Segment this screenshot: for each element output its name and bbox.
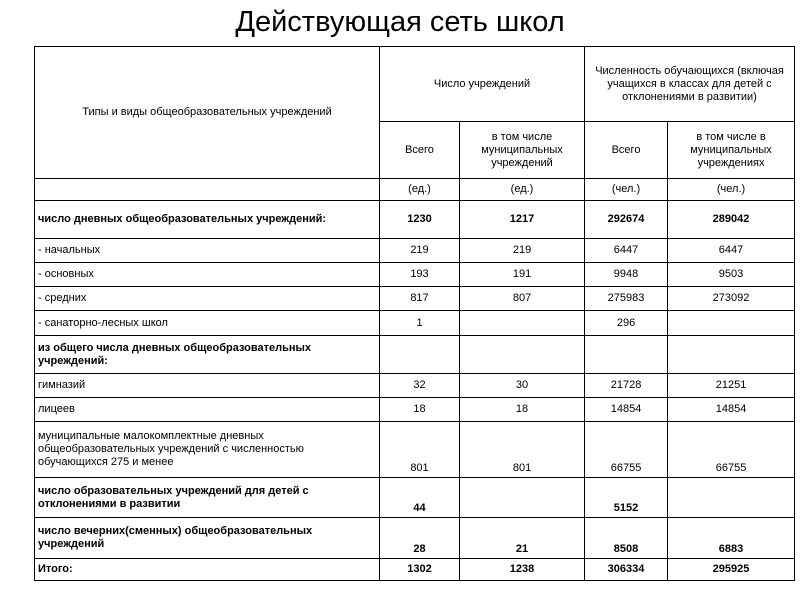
row-label: гимназий — [35, 374, 380, 398]
row-label: число дневных общеобразовательных учреждений: — [35, 201, 380, 239]
row-value: 6883 — [668, 518, 795, 559]
row-value: 801 — [380, 422, 460, 478]
header-students: Численность обучающихся (включая учащихся в классах для детей с отклонениями в развитии) — [585, 47, 795, 122]
row-value: 275983 — [585, 287, 668, 311]
row-value: 21728 — [585, 374, 668, 398]
row-value: 1 — [380, 311, 460, 336]
row-value: 219 — [460, 239, 585, 263]
row-value: 44 — [380, 478, 460, 518]
table-row — [35, 478, 795, 518]
row-label: лицеев — [35, 398, 380, 422]
row-value: 66755 — [585, 422, 668, 478]
row-label: - начальных — [35, 239, 380, 263]
unit-stud-total: (чел.) — [585, 179, 668, 201]
table-row — [35, 201, 795, 239]
row-label: - санаторно-лесных школ — [35, 311, 380, 336]
table-row — [35, 287, 795, 311]
row-value: 273092 — [668, 287, 795, 311]
row-value: 1217 — [460, 201, 585, 239]
row-value — [460, 478, 585, 518]
header-types: Типы и виды общеобразовательных учреждений — [35, 47, 380, 179]
row-label: Итого: — [35, 559, 380, 581]
row-value: 9948 — [585, 263, 668, 287]
row-value: 1302 — [380, 559, 460, 581]
table-row — [35, 263, 795, 287]
row-label: число вечерних(сменных) общеобразовательных учреждений — [35, 518, 380, 559]
header-stud-total: Всего — [585, 122, 668, 179]
table-row — [35, 311, 795, 336]
row-value: 5152 — [585, 478, 668, 518]
row-value: 66755 — [668, 422, 795, 478]
row-value: 6447 — [668, 239, 795, 263]
row-value: 14854 — [585, 398, 668, 422]
row-value — [668, 336, 795, 374]
row-value — [460, 311, 585, 336]
row-value: 193 — [380, 263, 460, 287]
row-value: 18 — [460, 398, 585, 422]
row-value: 817 — [380, 287, 460, 311]
unit-stud-municipal: (чел.) — [668, 179, 795, 201]
row-value: 21251 — [668, 374, 795, 398]
row-label: - средних — [35, 287, 380, 311]
row-value: 14854 — [668, 398, 795, 422]
header-inst-total: Всего — [380, 122, 460, 179]
header-row-units — [35, 179, 795, 201]
row-value: 21 — [460, 518, 585, 559]
row-value: 6447 — [585, 239, 668, 263]
row-value: 30 — [460, 374, 585, 398]
units-label-cell — [35, 179, 380, 201]
row-label: муниципальные малокомплектные дневных общеобразовательных учреждений с численностью обучающихся 275 и менее — [35, 422, 380, 478]
table-row — [35, 422, 795, 478]
row-value: 807 — [460, 287, 585, 311]
row-value: 801 — [460, 422, 585, 478]
table-row — [35, 239, 795, 263]
header-stud-municipal: в том числе в муниципальных учреждениях — [668, 122, 795, 179]
row-value: 292674 — [585, 201, 668, 239]
row-value: 306334 — [585, 559, 668, 581]
row-value — [668, 311, 795, 336]
row-label: из общего числа дневных общеобразовательных учреждений: — [35, 336, 380, 374]
row-value — [585, 336, 668, 374]
schools-table — [34, 46, 795, 581]
row-value — [668, 478, 795, 518]
header-inst-municipal: в том числе муниципальных учреждений — [460, 122, 585, 179]
header-institutions: Число учреждений — [380, 47, 585, 122]
table-row-total — [35, 559, 795, 581]
row-label: число образовательных учреждений для детей с отклонениями в развитии — [35, 478, 380, 518]
row-value: 219 — [380, 239, 460, 263]
row-value: 289042 — [668, 201, 795, 239]
row-value: 32 — [380, 374, 460, 398]
table-row — [35, 336, 795, 374]
row-value: 295925 — [668, 559, 795, 581]
row-value — [460, 336, 585, 374]
row-label: - основных — [35, 263, 380, 287]
row-value: 1238 — [460, 559, 585, 581]
row-value: 8508 — [585, 518, 668, 559]
page-title: Действующая сеть школ — [235, 6, 565, 38]
unit-inst-municipal: (ед.) — [460, 179, 585, 201]
row-value: 9503 — [668, 263, 795, 287]
table-row — [35, 398, 795, 422]
row-value: 28 — [380, 518, 460, 559]
row-value: 1230 — [380, 201, 460, 239]
table-row — [35, 518, 795, 559]
header-row-groups — [35, 47, 795, 122]
row-value: 191 — [460, 263, 585, 287]
unit-inst-total: (ед.) — [380, 179, 460, 201]
row-value: 18 — [380, 398, 460, 422]
row-value: 296 — [585, 311, 668, 336]
table-row — [35, 374, 795, 398]
row-value — [380, 336, 460, 374]
